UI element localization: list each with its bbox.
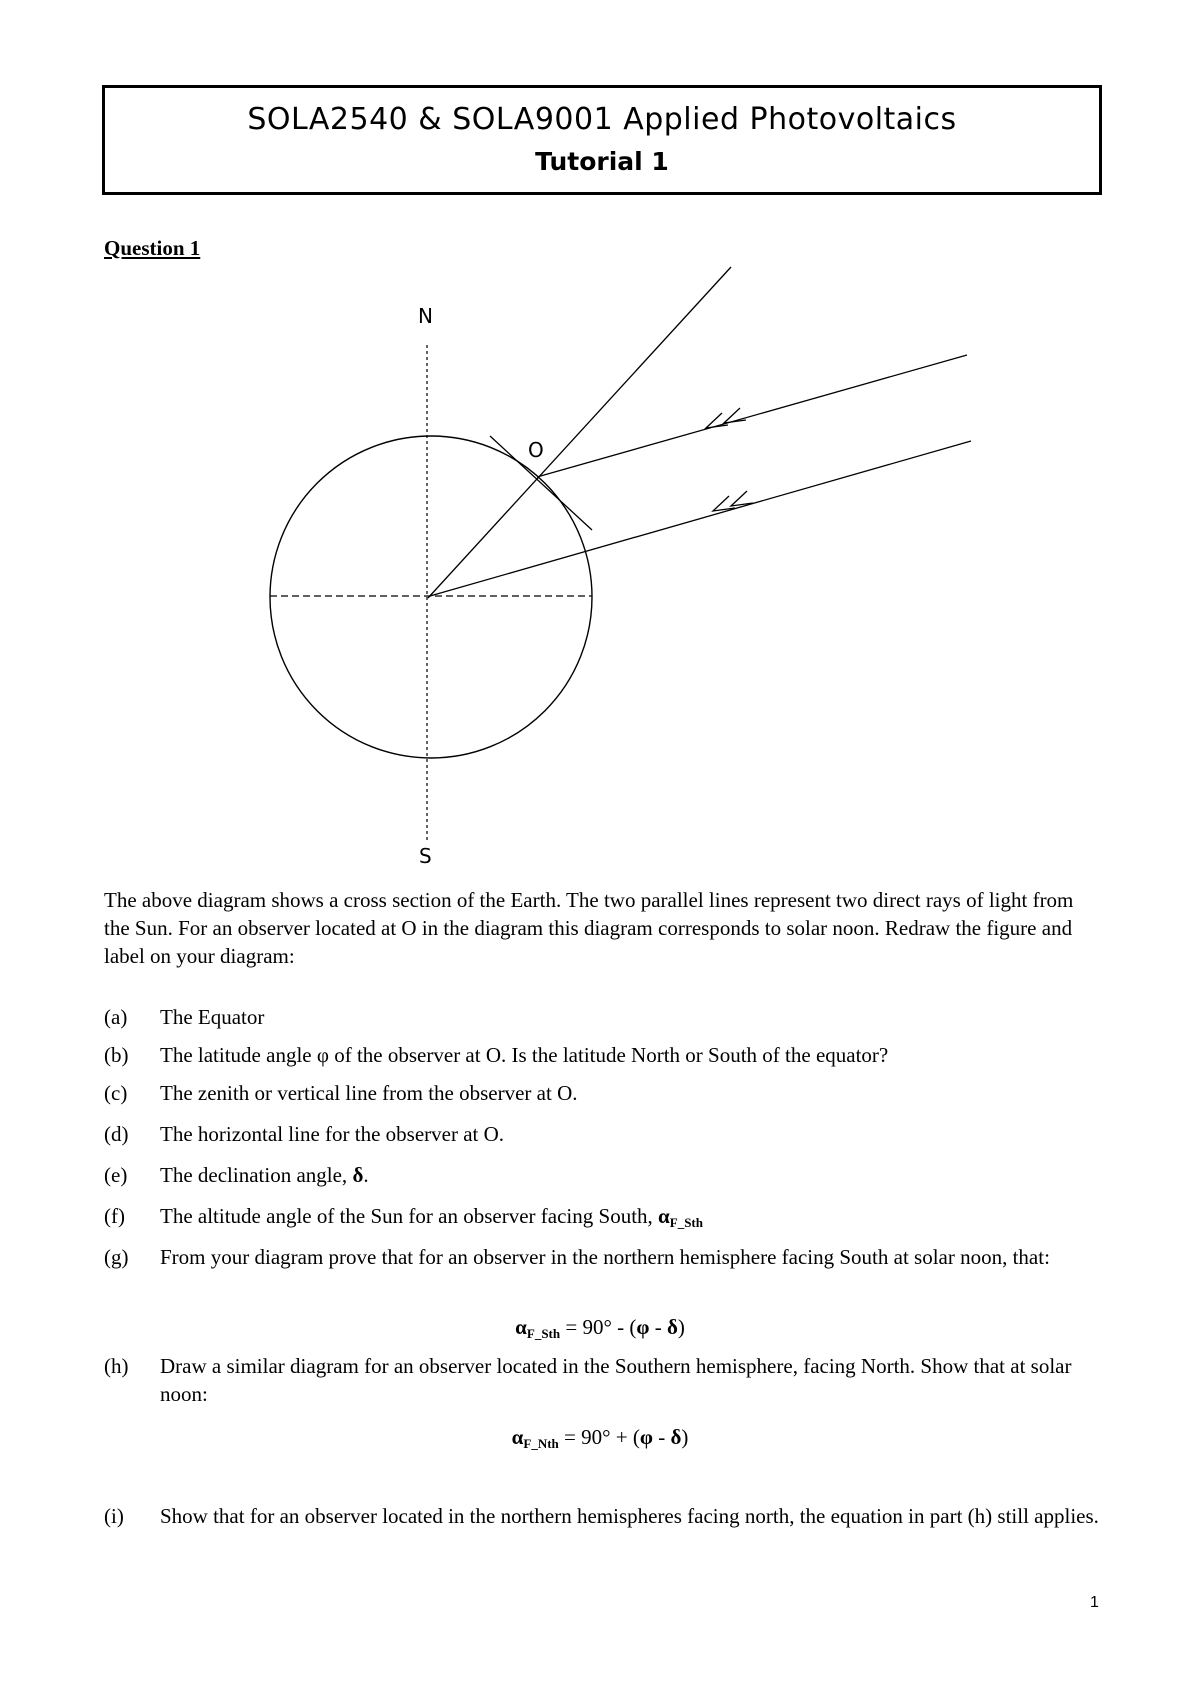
item-text: The latitude angle φ of the observer at O. Is the latitude North or South of the equator? [160,1043,889,1067]
equation-h: $\alpha_{F\_Nth} = 90^\circ + (\varphi - \delta)$ [511,1425,689,1451]
item-text: Show that for an observer located in the northern hemispheres facing north, the equation in part (h) still applies. [160,1504,1099,1528]
delta-symbol: δ [352,1163,364,1187]
item-text: The Equator [160,1005,265,1029]
north-label: N [418,304,433,328]
item-letter: (a) [104,1005,128,1029]
observer-label: O [528,438,544,462]
item-letter: (h) [104,1354,129,1378]
item-letter: (g) [104,1245,129,1269]
item-letter: (f) [104,1204,125,1228]
item-text: The declination angle, δ. [160,1163,369,1187]
south-label: S [419,844,432,868]
alpha-symbol: α [658,1204,670,1228]
radius-through-observer [428,267,731,598]
alpha-subscript: F_Sth [669,1215,703,1230]
item-letter: (b) [104,1043,129,1067]
item-text: From your diagram prove that for an observer in the northern hemisphere facing South at solar noon, that: [160,1245,1050,1269]
document-subtitle: Tutorial 1 [535,147,669,176]
item-letter: (d) [104,1122,129,1146]
equation-g: $\alpha_{F\_Sth} = 90^\circ - (\varphi - \delta)$ [515,1315,685,1341]
item-text: The zenith or vertical line from the observer at O. [160,1081,578,1105]
sun-ray-1 [537,355,967,477]
ray-2-arrowhead-1 [713,496,735,511]
ray-2-arrowhead-2 [731,491,753,506]
page-number: 1 [1090,1594,1099,1611]
item-letter: (c) [104,1081,128,1105]
sun-ray-2 [430,441,971,596]
phi-symbol: φ [316,1043,329,1067]
item-letter: (e) [104,1163,128,1187]
document-title: SOLA2540 & SOLA9001 Applied Photovoltaics [247,102,957,137]
item-text: The altitude angle of the Sun for an observer facing South, $\alpha_{F\_Sth}$ [160,1204,703,1230]
earth-circle [270,436,592,758]
item-letter: (i) [104,1504,124,1528]
item-text: Draw a similar diagram for an observer located in the Southern hemisphere, facing North. Show that at solar noon: [160,1354,1072,1406]
question-paragraph: The above diagram shows a cross section of the Earth. The two parallel lines represent two direct rays of light from the Sun. For an observer located at O in the diagram this diagram corresponds to solar noon. Redraw the figure and label on your diagram: [104,888,1074,968]
item-text: The horizontal line for the observer at O. [160,1122,505,1146]
question-heading: Question 1 [104,236,201,260]
